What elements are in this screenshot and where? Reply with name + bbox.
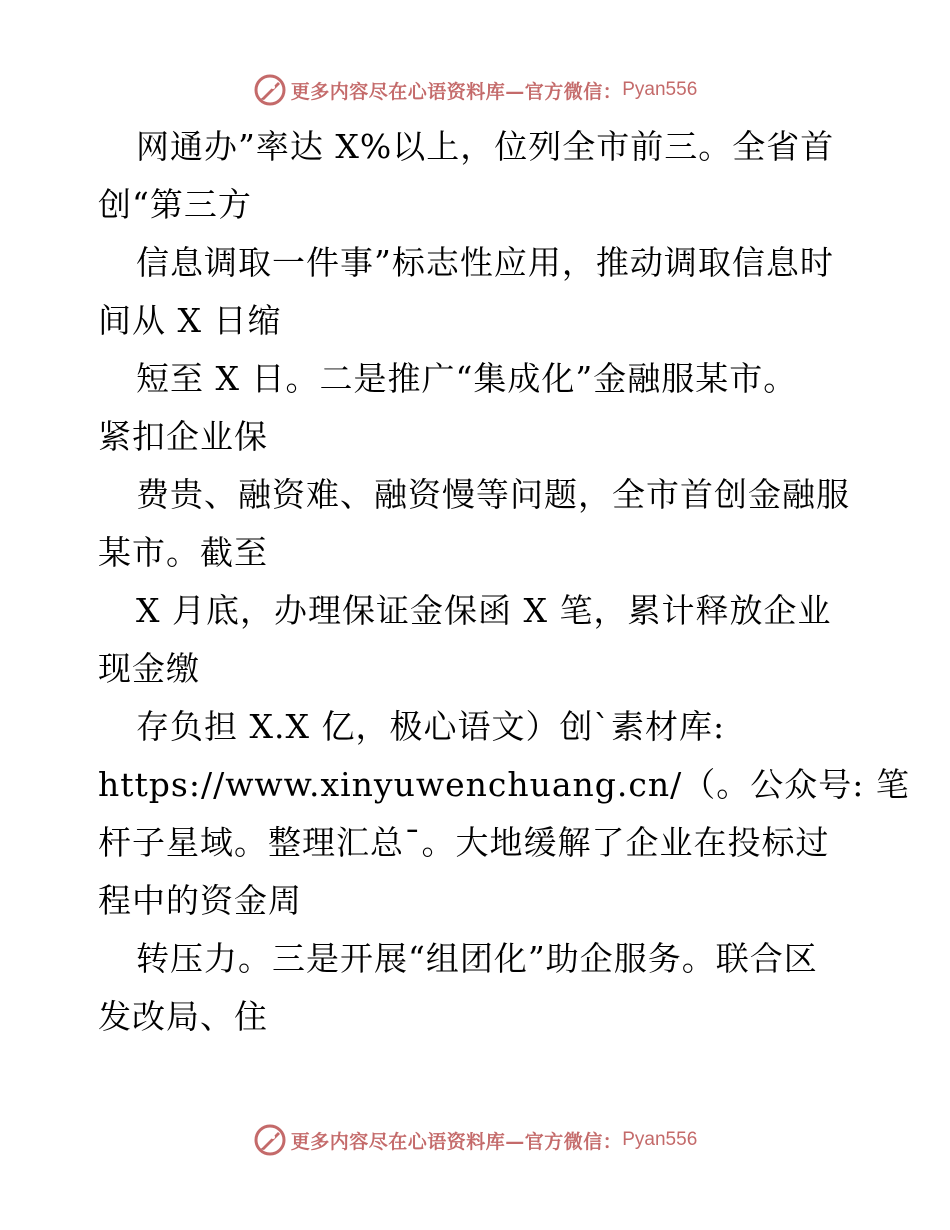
text-line: 费贵、融资难、融资慢等问题，全市首创金融服	[136, 475, 850, 514]
text-line: 紧扣企业保	[98, 417, 268, 456]
text-line: 程中的资金周	[98, 881, 302, 920]
text-line: X 月底，办理保证金保函 X 笔，累计释放企业	[136, 591, 832, 630]
text-line: 信息调取一件事”标志性应用，推动调取信息时	[136, 243, 834, 282]
text-line: 网通办”率达 X%以上，位列全市前三。全省首	[136, 127, 835, 166]
text-line: 间从 X 日缩	[98, 301, 282, 340]
text-line: https://www.xinyuwenchuang.cn/（。公众号: 笔	[98, 765, 910, 804]
text-line: 发改局、住	[98, 997, 268, 1036]
document-body	[98, 118, 910, 1046]
banner-contact: Pyan556	[622, 79, 698, 100]
text-line: 现金缴	[98, 649, 200, 688]
text-line: 转压力。三是开展“组团化”助企服务。联合区	[136, 939, 818, 978]
pen-logo-icon	[253, 1123, 287, 1157]
text-line: 某市。截至	[98, 533, 268, 572]
banner-text: 更多内容尽在心语资料库—官方微信：	[290, 1130, 623, 1153]
text-line: 创“第三方	[98, 185, 252, 224]
banner-contact: Pyan556	[622, 1129, 698, 1150]
footer-banner	[0, 1120, 950, 1160]
text-line: 短至 X 日。二是推广“集成化”金融服某市。	[136, 359, 798, 398]
banner-text: 更多内容尽在心语资料库—官方微信：	[290, 80, 623, 103]
text-line: 杆子星域。整理汇总¯。大地缓解了企业在投标过	[98, 823, 830, 862]
text-line: 存负担 X.X 亿，极心语文）创`素材库:	[136, 707, 726, 746]
header-banner	[0, 70, 950, 110]
pen-logo-icon	[253, 73, 287, 107]
